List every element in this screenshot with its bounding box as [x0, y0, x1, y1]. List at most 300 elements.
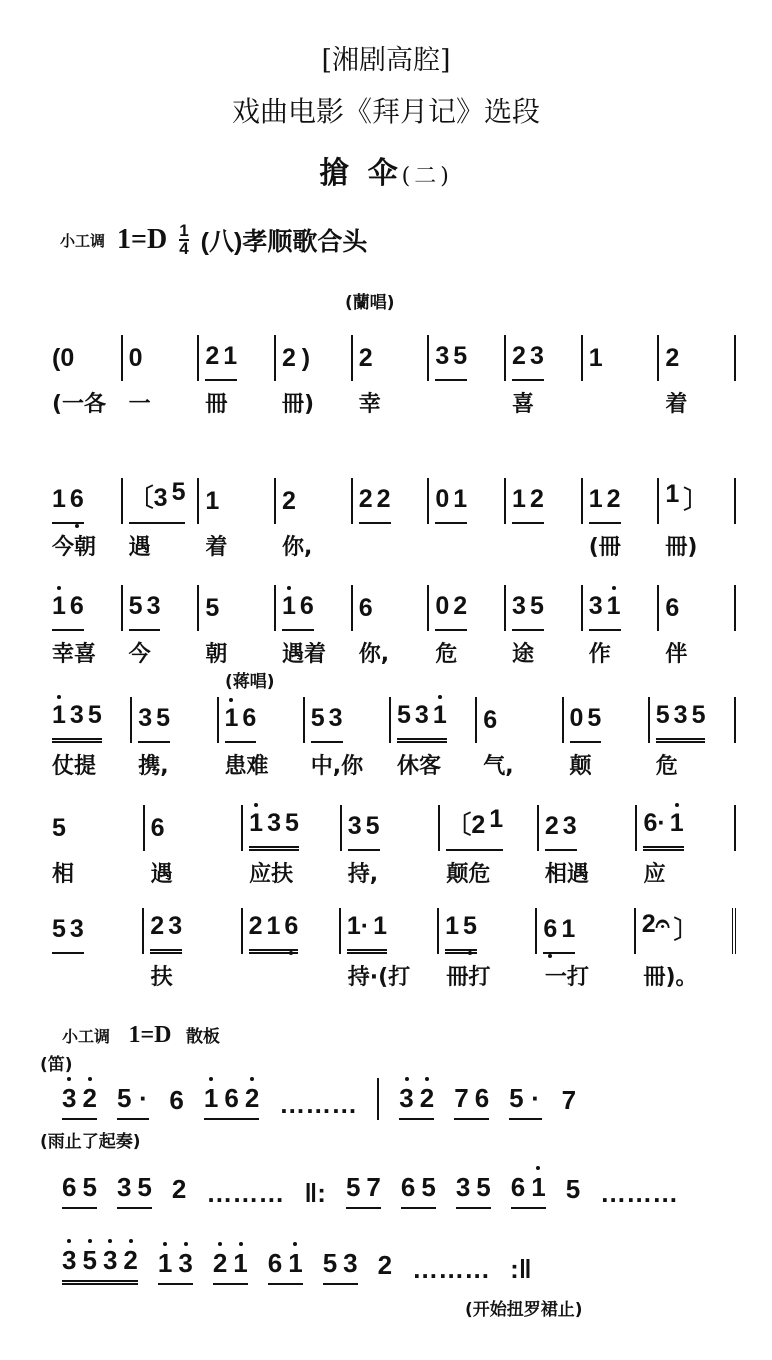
- measure: [583, 585, 660, 631]
- note-group: [483, 706, 497, 743]
- note: 1: [266, 912, 281, 940]
- note: 1: [561, 915, 576, 943]
- lyric: 冊打: [446, 965, 491, 990]
- note: 5: [284, 809, 299, 837]
- mode-label: 小工调: [60, 232, 106, 250]
- note: 3: [69, 915, 84, 943]
- note: 1: [489, 805, 504, 833]
- note-group: [213, 1248, 248, 1285]
- note-group: [435, 592, 467, 631]
- measure: [650, 697, 736, 743]
- lyric: 幸: [358, 392, 381, 417]
- note: 2: [453, 592, 468, 620]
- note: 〔3: [128, 484, 168, 512]
- lyric: 遇: [150, 862, 173, 887]
- note: 5: [82, 1245, 97, 1275]
- note: 2: [205, 342, 220, 370]
- note: 1: [512, 485, 526, 513]
- note: 6: [400, 1172, 416, 1202]
- measure: [123, 335, 200, 381]
- note-group: [52, 344, 74, 381]
- note: 6: [510, 1172, 526, 1202]
- note: 2: [512, 342, 526, 370]
- tempo-label: 散板: [185, 1027, 220, 1046]
- note: 5: [453, 342, 468, 370]
- lyric: 患难: [224, 754, 269, 779]
- note: 3: [138, 704, 153, 732]
- measure: [46, 908, 144, 954]
- note: 2: [665, 344, 680, 372]
- note: ·: [139, 1083, 148, 1113]
- note: 6: [665, 594, 680, 622]
- note: ): [301, 344, 311, 372]
- note: 5: [171, 478, 186, 506]
- note: 1: [223, 342, 238, 370]
- genre-label: [湘剧高腔]: [321, 45, 451, 76]
- note: 5: [509, 1083, 524, 1113]
- note: 5: [421, 1172, 436, 1202]
- note: 5: [397, 701, 411, 729]
- lyric: 朝: [205, 642, 228, 667]
- note-group: [117, 1083, 149, 1120]
- note: 5: [137, 1172, 152, 1202]
- note: 2: [82, 1083, 97, 1113]
- note-group: [642, 910, 699, 954]
- note: 3: [62, 1245, 77, 1275]
- note: 2: [606, 485, 621, 513]
- note: 1: [52, 592, 66, 620]
- note: 1: [669, 809, 684, 837]
- lyric: 一打: [544, 965, 589, 990]
- lyric: 应: [643, 862, 666, 887]
- note-group: [204, 1083, 259, 1120]
- note-group: [62, 1083, 97, 1120]
- measure: [276, 478, 353, 524]
- lyric: 喜: [512, 392, 535, 417]
- lyric: 冊)。: [643, 965, 698, 990]
- lyric: 你,: [282, 535, 313, 560]
- note: 1: [588, 485, 603, 513]
- note: 〕: [683, 486, 709, 514]
- note: 3: [267, 809, 281, 837]
- measure: [144, 908, 242, 954]
- lyric: (一各: [52, 392, 107, 417]
- note-group: [435, 342, 467, 381]
- note-group: [401, 1172, 436, 1209]
- note: 3: [328, 704, 343, 732]
- lyric: 危: [435, 642, 458, 667]
- note: (0: [52, 344, 75, 372]
- free-line-3: [62, 1245, 532, 1285]
- measure: [199, 335, 276, 381]
- note: 3: [414, 701, 429, 729]
- measure: [243, 908, 341, 954]
- note-group: [562, 1085, 576, 1120]
- lyric: 相: [52, 862, 75, 887]
- note: 5: [82, 1172, 97, 1202]
- note: 3: [529, 342, 544, 370]
- note: 6: [284, 912, 299, 940]
- note: 1: [157, 1248, 173, 1278]
- note: 2: [529, 485, 544, 513]
- staff-system: [46, 478, 736, 561]
- note-group: [446, 805, 503, 851]
- measure: [659, 585, 736, 631]
- note-group: [665, 480, 708, 524]
- note-group: [151, 814, 165, 851]
- line-note: (开始扭罗裙止): [465, 1300, 583, 1320]
- lyric: 气,: [483, 754, 514, 779]
- note: 3: [146, 592, 161, 620]
- note-group: [359, 344, 373, 381]
- lyric: [46, 954, 145, 991]
- measure: [46, 697, 132, 743]
- note-group: [512, 592, 544, 631]
- note-group: [129, 344, 143, 381]
- sustain-dots: ………: [412, 1254, 491, 1284]
- note: 3: [455, 1172, 471, 1202]
- note: 1: [665, 480, 680, 508]
- lyric: [429, 381, 506, 418]
- note-group: [52, 814, 66, 851]
- instrument-label: (笛): [40, 1055, 73, 1075]
- note: 2𝄐: [641, 910, 670, 938]
- note: 5: [310, 704, 325, 732]
- note-group: [62, 1172, 97, 1209]
- note: 3: [102, 1245, 118, 1275]
- note: 5: [463, 912, 477, 940]
- subtitle: 戏曲电影《拜月记》选段: [231, 95, 540, 128]
- measure: [429, 585, 506, 631]
- note-group: [512, 342, 544, 381]
- lyric: 今朝: [52, 535, 97, 560]
- lyric: 着: [205, 535, 228, 560]
- lyric: [353, 524, 430, 561]
- note: 5: [587, 704, 602, 732]
- measure: [46, 805, 145, 851]
- note: ·: [531, 1083, 540, 1113]
- measure: [477, 697, 563, 743]
- measure: [46, 335, 123, 381]
- note-group: [150, 912, 182, 954]
- note: 2: [248, 912, 263, 940]
- note-group: [566, 1174, 580, 1209]
- measure: [564, 697, 650, 743]
- note: 6: [483, 706, 498, 734]
- note: 〕: [673, 916, 699, 944]
- note: 5: [565, 1174, 581, 1204]
- note-group: [169, 1085, 183, 1120]
- staff-system: [46, 585, 736, 668]
- note-group: [172, 1174, 186, 1209]
- measure: [539, 805, 638, 851]
- measure: [199, 478, 276, 524]
- note: 1: [203, 1083, 219, 1113]
- note: 2: [171, 1174, 187, 1204]
- note-group: [138, 704, 170, 743]
- lyric: [506, 524, 583, 561]
- note: 0: [569, 704, 584, 732]
- lyric: 冊): [282, 392, 315, 417]
- note-group: [512, 485, 544, 524]
- note: 1: [52, 701, 66, 729]
- note-group: [225, 704, 257, 743]
- note-group: [589, 485, 621, 524]
- lyric: 休客: [397, 754, 442, 779]
- lyric: 仗提: [52, 754, 97, 779]
- note: 2: [358, 344, 373, 372]
- note: 3: [62, 1083, 77, 1113]
- note-group: [656, 701, 706, 743]
- measure: [659, 335, 736, 381]
- note-group: [399, 1083, 434, 1120]
- note-group: [129, 478, 186, 524]
- line-note: (雨止了起奏): [40, 1132, 141, 1152]
- note: 6·: [643, 809, 666, 837]
- note: 5: [52, 814, 66, 842]
- note-group: [454, 1083, 489, 1120]
- note: 1: [224, 704, 239, 732]
- measure: [123, 478, 200, 524]
- note: 0: [128, 344, 143, 372]
- note: 3: [562, 812, 577, 840]
- measure: [636, 908, 736, 954]
- page-title: [0, 148, 772, 192]
- note: 1: [373, 912, 387, 940]
- note: 5: [529, 592, 544, 620]
- lyric: 冊: [205, 392, 228, 417]
- note: 5: [655, 701, 670, 729]
- note: 3: [69, 701, 84, 729]
- note: 1·: [346, 912, 370, 940]
- tune-name: (八)孝顺歌合头: [200, 228, 368, 256]
- note: 6: [169, 1085, 184, 1115]
- measure: [145, 805, 244, 851]
- note-group: [348, 812, 380, 851]
- note-group: [589, 592, 621, 631]
- lyric: 你,: [358, 642, 390, 667]
- measure: [439, 908, 537, 954]
- note-group: [665, 594, 679, 631]
- note: 2: [377, 1250, 393, 1280]
- measure: [199, 585, 276, 631]
- singer-annotation: (蒋唱): [225, 672, 275, 692]
- key-signature: 1=D: [117, 224, 168, 255]
- measure: [506, 478, 583, 524]
- note: 2: [544, 812, 559, 840]
- lyric: 作: [588, 642, 611, 667]
- measure: [353, 478, 430, 524]
- note-group: [509, 1083, 541, 1120]
- note: 7: [366, 1172, 381, 1202]
- mode-label: 小工调: [62, 1029, 111, 1046]
- note: 6: [224, 1083, 239, 1113]
- singer-annotation: (蘭唱): [345, 293, 395, 313]
- note: 3: [178, 1248, 193, 1278]
- lyric: 中,你: [310, 754, 364, 779]
- note-group: [249, 912, 299, 954]
- note-group: [52, 915, 84, 954]
- lyric: [429, 524, 506, 561]
- note-group: [435, 485, 467, 524]
- note-group: [665, 344, 679, 381]
- lyric: (冊: [588, 535, 621, 560]
- note-group: [52, 485, 84, 524]
- lyric: 颠危: [446, 862, 491, 887]
- note-group: [268, 1248, 303, 1285]
- note-group: [282, 344, 312, 381]
- note-group: [323, 1248, 358, 1285]
- lyric: 伴: [665, 642, 688, 667]
- note: 〔2: [446, 811, 486, 839]
- note: 1: [233, 1248, 248, 1278]
- lyric: 一: [128, 392, 151, 417]
- staff-system: [46, 335, 736, 418]
- note-group: [282, 487, 296, 524]
- note: 5: [87, 701, 102, 729]
- note-group: [397, 701, 447, 743]
- measure: [506, 585, 583, 631]
- title-text: 搶 伞: [319, 156, 402, 191]
- staff-system: [46, 908, 736, 991]
- note-group: [456, 1172, 491, 1209]
- note: 2: [123, 1245, 138, 1275]
- note: 1: [606, 592, 621, 620]
- sustain-dots: ………: [206, 1178, 285, 1208]
- measure: [46, 478, 123, 524]
- note-group: [52, 592, 84, 631]
- lyric: 冊): [665, 535, 698, 560]
- section2-header: [62, 1022, 220, 1049]
- note: 1: [288, 1248, 303, 1278]
- measure: [123, 585, 200, 631]
- note: 3: [399, 1083, 414, 1113]
- note: 0: [435, 592, 450, 620]
- measure: [506, 335, 583, 381]
- note: 2: [282, 344, 296, 372]
- note-group: [52, 701, 102, 743]
- measure: [305, 697, 391, 743]
- time-signature: [179, 223, 188, 257]
- measure: [583, 335, 660, 381]
- note-group: [205, 342, 237, 381]
- measure: [391, 697, 477, 743]
- lyric: 遇着: [282, 642, 327, 667]
- free-line-2: [62, 1172, 678, 1209]
- note: 1: [282, 592, 296, 620]
- repeat-sign: ‖:: [304, 1178, 326, 1208]
- note-group: [545, 812, 577, 851]
- note-group: [311, 704, 343, 743]
- note: 3: [343, 1248, 358, 1278]
- note-group: [543, 915, 575, 954]
- measure: [353, 585, 430, 631]
- note-group: [359, 485, 391, 524]
- free-line-1: [62, 1078, 576, 1120]
- key-signature: 1=D: [128, 1022, 172, 1048]
- note: 1: [445, 912, 460, 940]
- measure: [243, 805, 342, 851]
- note: 5: [156, 704, 171, 732]
- note: 1: [588, 344, 603, 372]
- measure: [276, 585, 353, 631]
- note-group: [158, 1248, 193, 1285]
- lyric: 着: [665, 392, 688, 417]
- note: 3: [588, 592, 603, 620]
- note: 6: [69, 485, 84, 513]
- measure: [46, 585, 123, 631]
- note: 3: [347, 812, 362, 840]
- repeat-sign: :‖: [510, 1254, 532, 1284]
- measure: [429, 478, 506, 524]
- note-group: [378, 1250, 392, 1285]
- measure: [342, 805, 441, 851]
- note: 2: [282, 487, 296, 515]
- measure: [276, 335, 353, 381]
- note: 2: [376, 485, 391, 513]
- note: 1: [205, 487, 220, 515]
- note-group: [346, 1172, 381, 1209]
- measure: [659, 478, 736, 524]
- note: 1: [432, 701, 447, 729]
- note: 2: [244, 1083, 260, 1113]
- note-group: [347, 912, 387, 954]
- note-group: [589, 344, 603, 381]
- lyric: 扶: [150, 965, 173, 990]
- lyric: 途: [512, 642, 535, 667]
- note: 5: [322, 1248, 338, 1278]
- barline: [377, 1078, 379, 1120]
- note: 6: [358, 594, 373, 622]
- lyric: 持,: [347, 862, 379, 887]
- note: 5: [128, 592, 143, 620]
- note: 6: [242, 704, 257, 732]
- note-group: [511, 1172, 546, 1209]
- note: 1: [249, 809, 264, 837]
- lyric: 遇: [128, 535, 151, 560]
- lyric: 幸喜: [52, 642, 97, 667]
- note-group: [282, 592, 314, 631]
- note-group: [62, 1245, 138, 1285]
- note: 5: [476, 1172, 491, 1202]
- measure: [353, 335, 430, 381]
- measure: [341, 908, 439, 954]
- note: 6: [150, 814, 165, 842]
- lyric: 持·(打: [347, 965, 411, 990]
- note: 6: [267, 1248, 283, 1278]
- measure: [537, 908, 635, 954]
- lyric: 应扶: [249, 862, 294, 887]
- sustain-dots: ………: [600, 1178, 679, 1208]
- lyric: 危: [655, 754, 678, 779]
- staff-system: [46, 697, 736, 780]
- note-group: [205, 594, 219, 631]
- lyric: [583, 381, 660, 418]
- sustain-dots: ………: [279, 1089, 358, 1119]
- lyric: 今: [128, 642, 151, 667]
- note: 2: [212, 1248, 228, 1278]
- note: 5: [345, 1172, 361, 1202]
- note-group: [117, 1172, 152, 1209]
- note: 7: [561, 1085, 577, 1115]
- note: 3: [435, 342, 450, 370]
- note: 7: [454, 1083, 469, 1113]
- measure: [219, 697, 305, 743]
- note: 6: [299, 592, 314, 620]
- staff-system: [46, 805, 736, 888]
- note: 2: [358, 485, 373, 513]
- lyric: 相遇: [544, 862, 589, 887]
